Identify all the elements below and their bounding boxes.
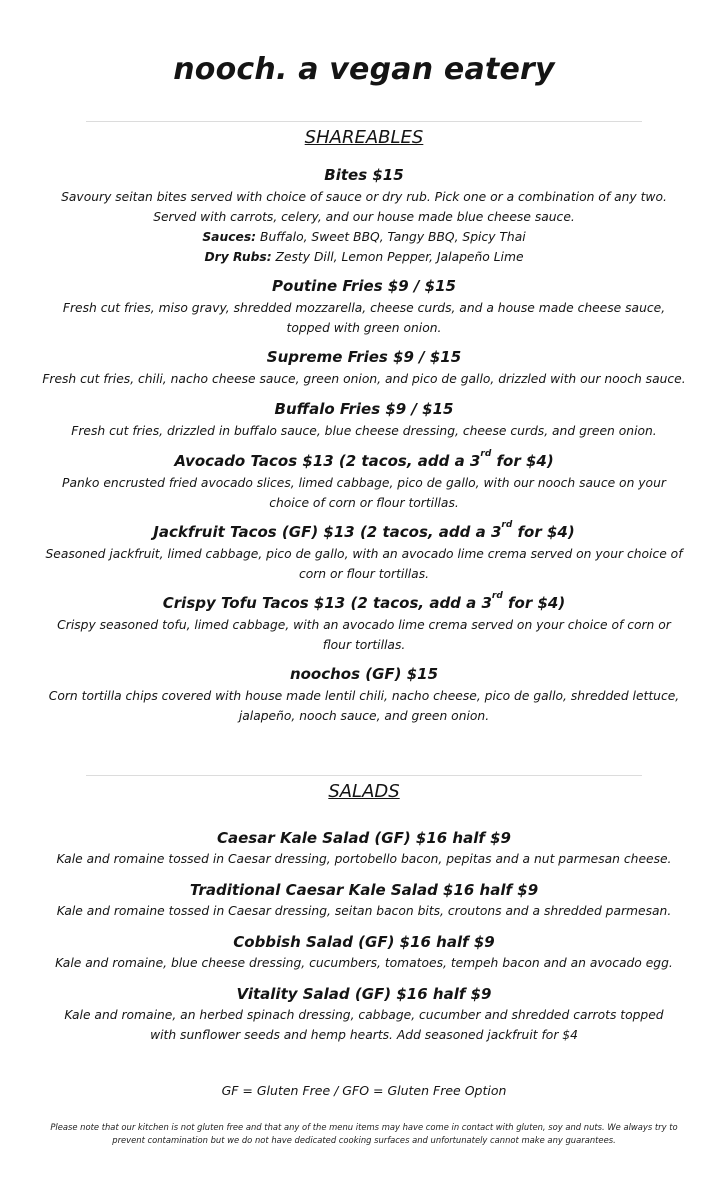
name-text: for $4) (512, 523, 575, 541)
menu-item-desc-avocado-tacos (0, 473, 728, 513)
menu-item-desc-jackfruit-tacos (0, 544, 728, 584)
menu-item-name-noochos: noochos (GF) $15 (289, 665, 439, 683)
menu-item-desc-tofu-tacos (0, 615, 728, 655)
desc-line: Corn tortilla chips covered with house made lentil chili, nacho cheese, pico de gallo, shredded lettuce, (48, 689, 680, 703)
disclaimer-line: Please note that our kitchen is not gluten free and that any of the menu items may have come in contact with gluten, soy and nuts. We always try to (50, 1122, 678, 1132)
menu-item-desc-buffalo (0, 421, 728, 441)
menu-item-name-tofu-tacos (0, 591, 728, 612)
menu-item-name-vitality: Vitality Salad (GF) $16 half $9 (236, 985, 492, 1003)
menu-item-desc-traditional-caesar (0, 901, 728, 921)
menu-item-name-supreme: Supreme Fries $9 / $15 (266, 348, 462, 366)
rubs-list: Zesty Dill, Lemon Pepper, Jalapeño Lime (271, 250, 524, 264)
ordinal-suffix: rd (501, 520, 513, 530)
desc-line: Fresh cut fries, drizzled in buffalo sauce, blue cheese dressing, cheese curds, and green onion. (71, 424, 657, 438)
menu-item-desc-noochos (0, 686, 728, 726)
name-text: Avocado Tacos $13 (2 tacos, add a 3 (174, 452, 481, 470)
name-text: Jackfruit Tacos (GF) $13 (2 tacos, add a 3 (153, 523, 502, 541)
desc-line: flour tortillas. (322, 638, 406, 652)
menu-item-name-caesar-kale: Caesar Kale Salad (GF) $16 half $9 (217, 829, 511, 847)
page-title: nooch. a vegan eatery (173, 52, 555, 87)
desc-line: Savoury seitan bites served with choice of sauce or dry rub. Pick one or a combination of any two. (61, 190, 667, 204)
menu-item-desc-cobbish (0, 953, 728, 973)
menu-item-desc-caesar-kale (0, 849, 728, 869)
desc-line: Crispy seasoned tofu, limed cabbage, with an avocado lime crema served on your choice of corn or (57, 618, 671, 632)
gluten-legend: GF = Gluten Free / GFO = Gluten Free Option (221, 1083, 507, 1098)
sauces-list: Buffalo, Sweet BBQ, Tangy BBQ, Spicy Thai (256, 230, 526, 244)
disclaimer-line: prevent contamination but we do not have dedicated cooking surfaces and unfortunately cannot make any guarantees. (112, 1135, 616, 1145)
menu-item-name-jackfruit-tacos (0, 520, 728, 541)
desc-line: Kale and romaine tossed in Caesar dressing, seitan bacon bits, croutons and a shredded parmesan. (56, 904, 672, 918)
desc-line: Fresh cut fries, miso gravy, shredded mozzarella, cheese curds, and a house made cheese sauce, (62, 301, 666, 315)
desc-line: choice of corn or flour tortillas. (269, 496, 459, 510)
divider (86, 775, 642, 776)
name-text: for $4) (502, 594, 566, 612)
sauces-line (0, 227, 728, 247)
menu-item-name-cobbish: Cobbish Salad (GF) $16 half $9 (233, 933, 495, 951)
menu-item-name-poutine: Poutine Fries $9 / $15 (272, 277, 456, 295)
desc-line: Kale and romaine, blue cheese dressing, cucumbers, tomatoes, tempeh bacon and an avocado egg. (55, 956, 673, 970)
menu-item-desc-bites (0, 187, 728, 267)
section-heading-salads: SALADS (328, 781, 400, 802)
menu-item-desc-vitality (0, 1005, 728, 1045)
desc-line: Fresh cut fries, chili, nacho cheese sauce, green onion, and pico de gallo, drizzled with our nooch sauce. (42, 372, 686, 386)
desc-line: Served with carrots, celery, and our house made blue cheese sauce. (153, 210, 575, 224)
sauces-label: Sauces: (202, 230, 257, 244)
allergen-disclaimer (0, 1121, 728, 1147)
desc-line: Kale and romaine tossed in Caesar dressing, portobello bacon, pepitas and a nut parmesan cheese. (56, 852, 672, 866)
ordinal-suffix: rd (480, 449, 492, 459)
menu-item-name-traditional-caesar: Traditional Caesar Kale Salad $16 half $9 (189, 881, 539, 899)
desc-line: Seasoned jackfruit, limed cabbage, pico de gallo, with an avocado lime crema served on your choice of (45, 547, 683, 561)
menu-item-desc-poutine (0, 298, 728, 338)
divider (86, 121, 642, 122)
ordinal-suffix: rd (491, 591, 503, 601)
menu-item-name-bites: Bites $15 (324, 166, 404, 184)
section-heading-shareables: SHAREABLES (304, 127, 424, 148)
desc-line: Kale and romaine, an herbed spinach dressing, cabbage, cucumber and shredded carrots topped (64, 1008, 664, 1022)
desc-line: corn or flour tortillas. (298, 567, 430, 581)
rubs-line (0, 247, 728, 267)
desc-line: jalapeño, nooch sauce, and green onion. (238, 709, 490, 723)
desc-line: Panko encrusted fried avocado slices, limed cabbage, pico de gallo, with our nooch sauce on your (62, 476, 666, 490)
name-text: for $4) (491, 452, 554, 470)
menu-item-name-avocado-tacos (0, 449, 728, 470)
desc-line: topped with green onion. (286, 321, 442, 335)
menu-item-desc-supreme (0, 369, 728, 389)
desc-line: with sunflower seeds and hemp hearts. Add seasoned jackfruit for $4 (150, 1028, 578, 1042)
menu-item-name-buffalo: Buffalo Fries $9 / $15 (274, 400, 454, 418)
name-text: Crispy Tofu Tacos $13 (2 tacos, add a 3 (162, 594, 492, 612)
rubs-label: Dry Rubs: (204, 250, 272, 264)
